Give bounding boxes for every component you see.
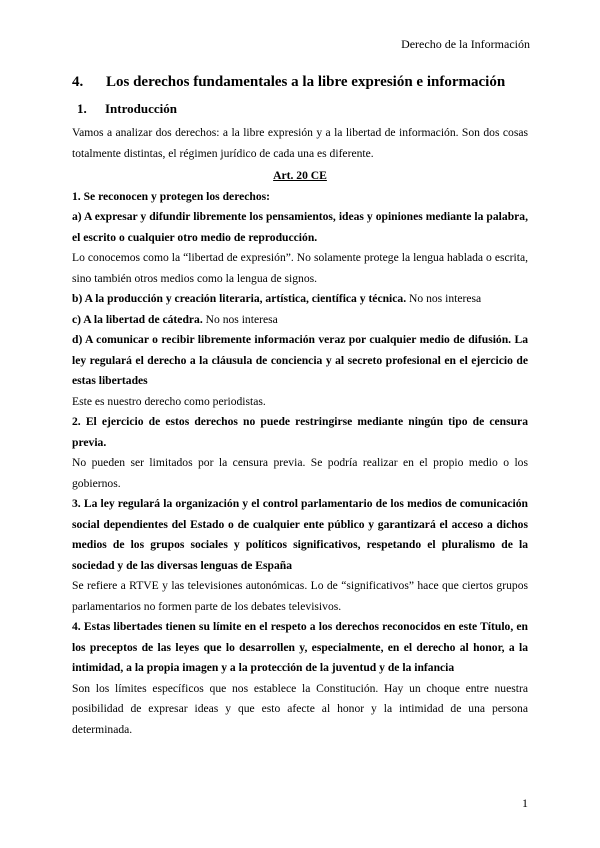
article-point-2: 2. El ejercicio de estos derechos no puede restringirse mediante ningún tipo de censura previa. bbox=[72, 415, 528, 449]
article-point-c-line bbox=[72, 310, 528, 331]
note-d: Este es nuestro derecho como periodistas. bbox=[72, 394, 266, 408]
article-point-c: c) A la libertad de cátedra. bbox=[72, 312, 203, 326]
section-number: 4. bbox=[72, 74, 84, 90]
running-header: Derecho de la Información bbox=[401, 37, 530, 51]
intro-paragraph: Vamos a analizar dos derechos: a la libre expresión y a la libertad de información. Son dos cosas totalmente distintas, el régimen jurídico de cada una es diferente. bbox=[72, 126, 528, 160]
note-2: No pueden ser limitados por la censura previa. Se podría realizar en el propio medio o los gobiernos. bbox=[72, 456, 528, 490]
article-point-b: b) A la producción y creación literaria, artística, científica y técnica. bbox=[72, 292, 407, 305]
article-point-4: 4. Estas libertades tienen su límite en el respeto a los derechos reconocidos en este Título, en los preceptos de las leyes que lo desarrollen y, especialmente, en el derecho al honor, a la intimidad, a la propia imagen y a la protección de la juventud y de la infancia bbox=[72, 620, 528, 674]
page-number: 1 bbox=[522, 796, 528, 810]
article-point-d: d) A comunicar o recibir libremente información veraz por cualquier medio de difusión. La ley regulará el derecho a la cláusula de conciencia y al secreto profesional en el ejercicio de estas libertades bbox=[72, 333, 528, 387]
article-title: Art. 20 CE bbox=[273, 169, 327, 182]
document-body bbox=[72, 72, 528, 740]
subsection-number: 1. bbox=[77, 100, 87, 116]
note-4: Son los límites específicos que nos establece la Constitución. Hay un choque entre nuestra posibilidad de expresar ideas y que esto afecte al honor y la intimidad de una persona determinada. bbox=[72, 681, 528, 736]
article-point-1: 1. Se reconocen y protegen los derechos: bbox=[72, 189, 271, 203]
note-a: Lo conocemos como la “libertad de expresión”. No solamente protege la lengua hablada o escrita, sino también otros medios como la lengua de signos. bbox=[72, 251, 528, 285]
section-title: Los derechos fundamentales a la libre expresión e información bbox=[106, 74, 506, 90]
note-c: No nos interesa bbox=[202, 312, 278, 326]
article-point-3: 3. La ley regulará la organización y el control parlamentario de los medios de comunicación social dependientes del Estado o de cualquier ente público y garantizará el acceso a dichos medios de los grupos sociales y políticos significativos, respetando el pluralismo de la sociedad y de las diversas lenguas de España bbox=[72, 497, 528, 572]
section-heading bbox=[72, 72, 528, 93]
subsection-heading bbox=[77, 99, 528, 120]
article-point-a: a) A expresar y difundir libremente los pensamientos, ideas y opiniones mediante la palabra, el escrito o cualquier otro medio de reproducción. bbox=[72, 210, 528, 244]
note-3: Se refiere a RTVE y las televisiones autonómicas. Lo de “significativos” hace que ciertos grupos parlamentarios no formen parte de los debates televisivos. bbox=[72, 579, 528, 613]
subsection-title: Introducción bbox=[105, 100, 177, 116]
article-point-b-line bbox=[72, 289, 528, 310]
note-b: No nos interesa bbox=[406, 292, 482, 305]
